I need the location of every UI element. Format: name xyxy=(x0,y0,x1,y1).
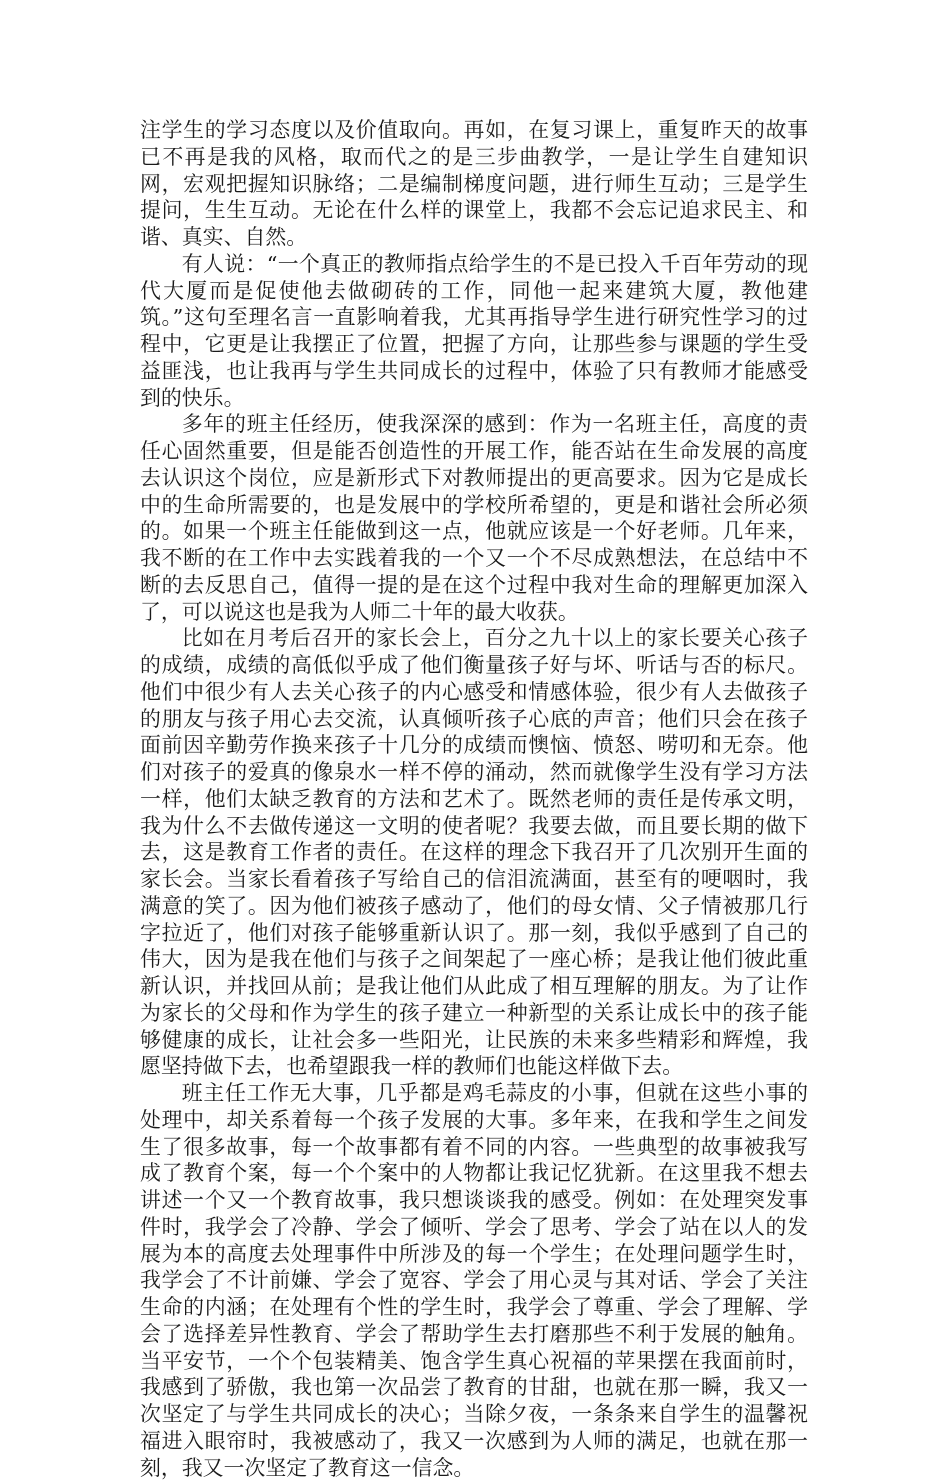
paragraph-continued: 注学生的学习态度以及价值取向。再如，在复习课上，重复昨天的故事已不再是我的风格，取而代之的是三步曲教学，一是让学生自建知识网，宏观把握知识脉络；二是编制梯度问题，进行师生互动；三是学生提问，生生互动。无论在什么样的课堂上，我都不会忘记追求民主、和谐、真实、自然。 xyxy=(140,118,808,249)
paragraph-parent-meeting: 比如在月考后召开的家长会上，百分之九十以上的家长要关心孩子的成绩，成绩的高低似乎成了他们衡量孩子好与坏、听话与否的标尺。他们中很少有人去关心孩子的内心感受和情感体验，很少有人去做孩子的朋友与孩子用心去交流，认真倾听孩子心底的声音；他们只会在孩子面前因辛勤劳作换来孩子十几分的成绩而懊恼、愤怒、唠叨和无奈。他们对孩子的爱真的像泉水一样不停的涌动，然而就像学生没有学习方法一样，他们太缺乏教育的方法和艺术了。既然老师的责任是传承文明，我为什么不去做传递这一文明的使者呢？我要去做，而且要长期的做下去，这是教育工作者的责任。在这样的理念下我召开了几次别开生面的家长会。当家长看着孩子写给自己的信泪流满面，甚至有的哽咽时，我满意的笑了。因为他们被孩子感动了，他们的母女情、父子情被那几行字拉近了，他们对孩子能够重新认识了。那一刻，我似乎感到了自己的伟大，因为是我在他们与孩子之间架起了一座心桥；是我让他们彼此重新认识，并找回从前；是我让他们从此成了相互理解的朋友。为了让作为家长的父母和作为学生的孩子建立一种新型的关系让成长中的孩子能够健康的成长，让社会多一些阳光，让民族的未来多些精彩和辉煌，我愿坚持做下去，也希望跟我一样的教师们也能这样做下去。 xyxy=(140,626,808,1079)
paragraph-head-teacher-experience: 多年的班主任经历，使我深深的感到：作为一名班主任，高度的责任心固然重要，但是能否创造性的开展工作，能否站在生命发展的高度去认识这个岗位，应是新形式下对教师提出的更高要求。因为它是成长中的生命所需要的，也是发展中的学校所希望的，更是和谐社会所必须的。如果一个班主任能做到这一点，他就应该是一个好老师。几年来，我不断的在工作中去实践着我的一个又一个不尽成熟想法，在总结中不断的去反思自己，值得一提的是在这个过程中我对生命的理解更加深入了，可以说这也是我为人师二十年的最大收获。 xyxy=(140,412,808,624)
paragraph-small-matters: 班主任工作无大事，几乎都是鸡毛蒜皮的小事，但就在这些小事的处理中，却关系着每一个孩子发展的大事。多年来，在我和学生之间发生了很多故事，每一个故事都有着不同的内容。一些典型的故事被我写成了教育个案，每一个个案中的人物都让我记忆犹新。在这里我不想去讲述一个又一个教育故事，我只想谈谈我的感受。例如：在处理突发事件时，我学会了冷静、学会了倾听、学会了思考、学会了站在以人的发展为本的高度去处理事件中所涉及的每一个学生；在处理问题学生时，我学会了不计前嫌、学会了宽容、学会了用心灵与其对话、学会了关注生命的内涵；在处理有个性的学生时，我学会了尊重、学会了理解、学会了选择差异性教育、学会了帮助学生去打磨那些不利于发展的触角。当平安节，一个个包装精美、饱含学生真心祝福的苹果摆在我面前时，我感到了骄傲，我也第一次品尝了教育的甘甜，也就在那一瞬，我又一次坚定了与学生共同成长的决心；当除夕夜，一条条来自学生的温馨祝福进入眼帘时，我被感动了，我又一次感到为人师的满足，也就在那一刻，我又一次坚定了教育这一信念。 xyxy=(140,1081,808,1480)
document-body xyxy=(140,117,808,1481)
paragraph-teacher-quote: 有人说：“一个真正的教师指点给学生的不是已投入千百年劳动的现代大厦而是促使他去做砌砖的工作，同他一起来建筑大厦，教他建筑。”这句至理名言一直影响着我，尤其再指导学生进行研究性学习的过程中，它更是让我摆正了位置，把握了方向，让那些参与课题的学生受益匪浅，也让我再与学生共同成长的过程中，体验了只有教师才能感受到的快乐。 xyxy=(140,251,808,410)
